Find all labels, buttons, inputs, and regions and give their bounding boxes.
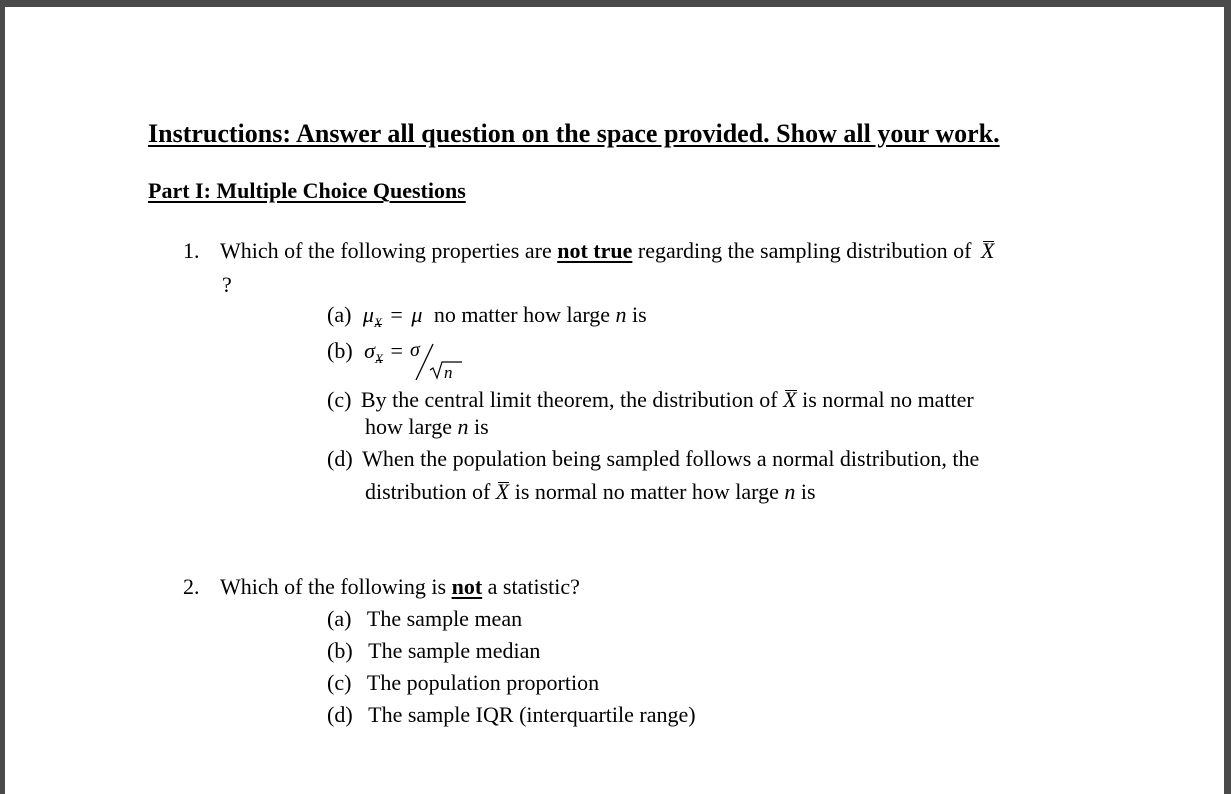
mu-symbol: μ — [411, 302, 423, 327]
xbar-symbol: X — [783, 387, 797, 412]
xbar-symbol: X — [495, 479, 510, 504]
question-text: Which of the following properties are not true regarding the sampling distribution of X — [220, 238, 995, 263]
option-c: (c) By the central limit theorem, the distribution of X is normal no matter — [327, 387, 974, 412]
svg-text:σ: σ — [410, 340, 421, 361]
option-d: (d) The sample IQR (interquartile range) — [327, 702, 696, 727]
document-page — [5, 7, 1224, 794]
question-mark: ? — [222, 272, 232, 297]
question-emphasis: not — [451, 574, 483, 599]
option-c-continued: how large n is — [365, 414, 489, 439]
option-b: (b) The sample median — [327, 638, 541, 663]
option-b: (b) $\sigma_X$ = σ n — [327, 338, 470, 388]
xbar-symbol: X — [980, 238, 995, 263]
option-d: (d) When the population being sampled follows a normal distribution, the — [327, 446, 980, 471]
svg-text:n: n — [444, 363, 453, 382]
mu-symbol: $\mu_X$ — [362, 302, 382, 330]
question-text: Which of the following is not a statistic? — [220, 574, 580, 599]
option-d-continued: distribution of X is normal no matter how large n is — [365, 479, 816, 504]
option-a: (a) $\mu_X = \mu$ no matter how large n is — [327, 302, 647, 330]
option-c: (c) The population proportion — [327, 670, 600, 695]
instructions-heading: Instructions: Answer all question on the space provided. Show all your work. — [148, 119, 1000, 148]
question-emphasis: not true — [557, 238, 633, 263]
part-title: Part I: Multiple Choice Questions — [148, 178, 466, 203]
sigma-symbol: $\sigma_X$ — [364, 338, 383, 366]
sigma-over-sqrt-n-fraction — [410, 340, 470, 384]
option-a: (a) The sample mean — [327, 606, 523, 631]
question-number: 1. — [183, 238, 200, 263]
question-number: 2. — [183, 574, 200, 599]
